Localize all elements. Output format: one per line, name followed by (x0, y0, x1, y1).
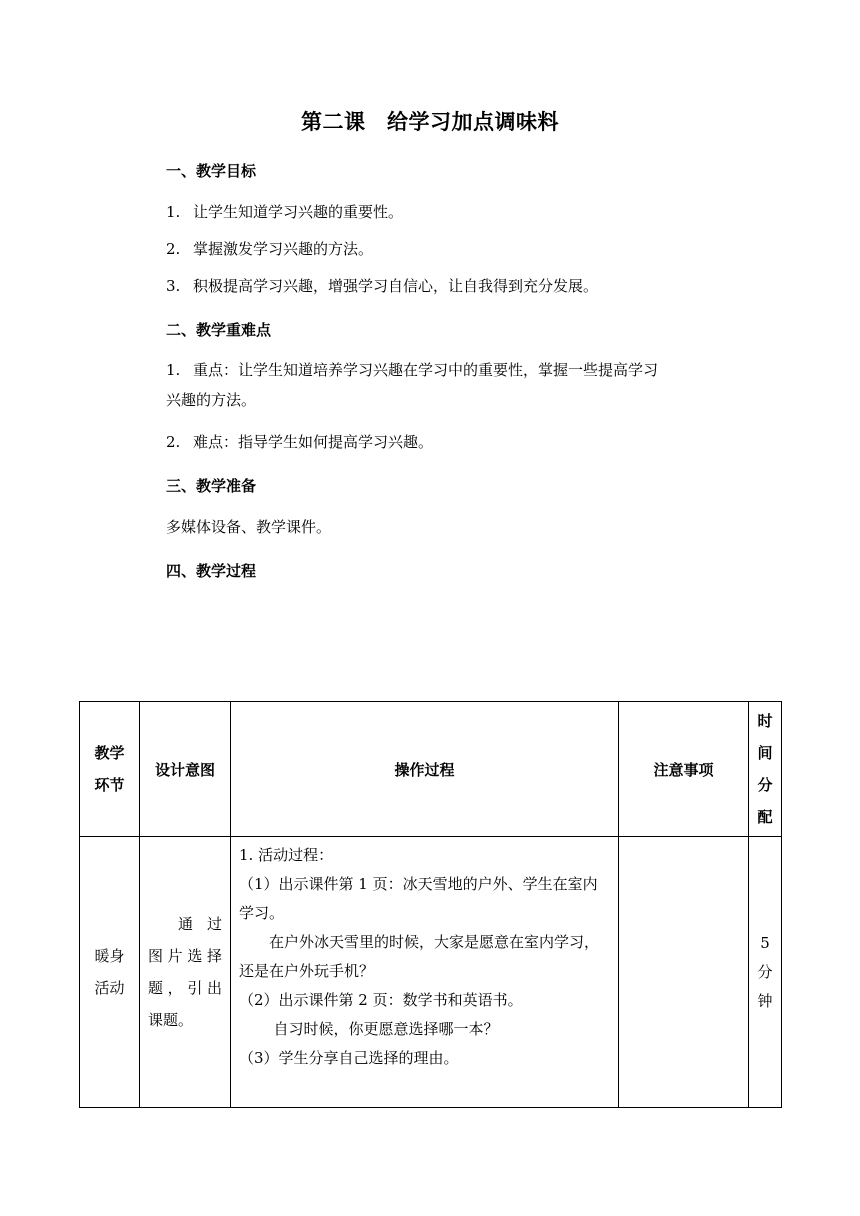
step-line: （2）出示课件第 2 页：数学书和英语书。 (239, 991, 523, 1009)
section-heading-process: 四、教学过程 (166, 562, 257, 580)
item-text: 重点：让学生知道培养学习兴趣在学习中的重要性，掌握一些提高学习 (193, 361, 659, 379)
step-line: （1）出示课件第 1 页：冰天雪地的户外、学生在室内学习。 (239, 875, 598, 922)
cell-stage: 暖身 活动 (80, 837, 140, 1108)
step-line: （3）学生分享自己选择的理由。 (239, 1049, 459, 1067)
cell-intent: 通过图片选择题，引出课题。 (140, 837, 231, 1108)
process-table (79, 701, 782, 1108)
section-heading-preparation: 三、教学准备 (166, 477, 257, 495)
item-text: 掌握激发学习兴趣的方法。 (193, 240, 374, 258)
item-text: 让学生知道学习兴趣的重要性。 (193, 203, 404, 221)
item-text: 积极提高学习兴趣，增强学习自信心，让自我得到充分发展。 (193, 277, 599, 295)
section-heading-key-points: 二、教学重难点 (166, 321, 272, 339)
cell-time: 5 分 钟 (749, 837, 782, 1108)
step-line: 1. 活动过程： (239, 846, 334, 864)
cell-steps (231, 837, 619, 1108)
header-intent: 设计意图 (140, 702, 231, 837)
objective-item (166, 234, 373, 264)
header-stage: 教学 环节 (80, 702, 140, 837)
item-text: 难点：指导学生如何提高学习兴趣。 (193, 433, 434, 451)
key-point-item (166, 427, 433, 457)
item-number: 2. (166, 240, 181, 258)
item-number: 1. (166, 361, 181, 379)
table-row (80, 837, 782, 1108)
header-time: 时 间 分 配 (749, 702, 782, 837)
header-steps: 操作过程 (231, 702, 619, 837)
item-number: 1. (166, 203, 181, 221)
section-heading-objectives: 一、教学目标 (166, 162, 257, 180)
objective-item (166, 197, 403, 227)
key-point-item (166, 355, 658, 415)
objective-item (166, 271, 598, 301)
step-line: 在户外冰天雪里的时候，大家是愿意在室内学习，还是在户外玩手机？ (239, 933, 600, 980)
cell-notes (619, 837, 749, 1108)
table-header-row (80, 702, 782, 837)
page-title: 第二课 给学习加点调味料 (301, 110, 559, 134)
preparation-text: 多媒体设备、教学课件。 (166, 518, 332, 536)
step-line: 自习时候，你更愿意选择哪一本？ (273, 1020, 499, 1038)
item-number: 2. (166, 433, 181, 451)
header-notes: 注意事项 (619, 702, 749, 837)
item-text-continued: 兴趣的方法。 (166, 391, 257, 409)
item-number: 3. (166, 277, 181, 295)
